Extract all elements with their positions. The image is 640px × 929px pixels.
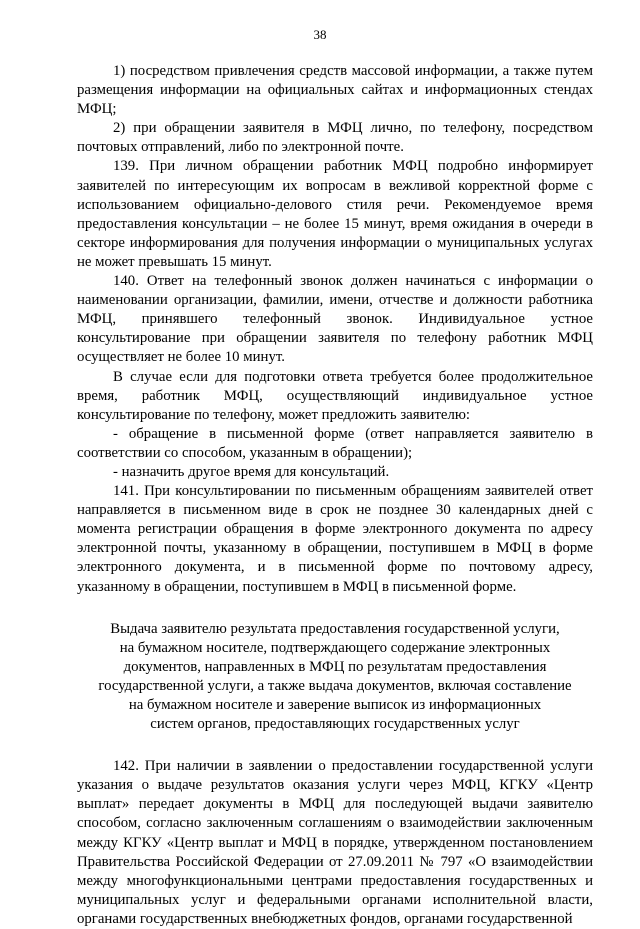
paragraph-item-1-media: 1) посредством привлечения средств массовой информации, а также путем размещения информации на официальных сайтах и информационных стендах МФЦ; — [77, 63, 593, 118]
section-heading — [77, 620, 593, 735]
paragraph-141: 141. При консультировании по письменным обращениям заявителей ответ направляется в письменном виде в срок не позднее 30 календарных дней с момента регистрации обращения в форме электронного документа по адресу электронной почты, указанному в обращении, поступившем в МФЦ в форме электронного документа, и в письменной форме по почтовому адресу, указанному в обращении, поступившем в МФЦ в письменной форме. — [77, 483, 593, 595]
paragraph-139: 139. При личном обращении работник МФЦ подробно информирует заявителей по интересующим их вопросам в вежливой корректной форме с использованием официально-делового стиля речи. Рекомендуемое время предоставления консультации – не более 15 минут, время ожидания в очереди в секторе информирования для получения информации о муниципальных услугах не может превышать 15 минут. — [77, 158, 593, 270]
paragraph-option-reschedule: - назначить другое время для консультаций. — [113, 463, 390, 480]
document-body — [77, 62, 593, 929]
section-heading-line: систем органов, предоставляющих государственных услуг — [150, 716, 520, 733]
section-heading-line: на бумажном носителе и заверение выписок из информационных — [128, 697, 542, 713]
section-heading-line: государственной услуги, а также выдача документов, включая составление — [98, 677, 572, 694]
section-heading-line: Выдача заявителю результата предоставления государственной услуги, — [110, 620, 560, 637]
paragraph-option-written: - обращение в письменной форме (ответ направляется заявителю в соответствии со способом, указанным в обращении); — [77, 425, 593, 461]
paragraph-142: 142. При наличии в заявлении о предоставлении государственной услуги указания о выдаче результатов оказания услуги через МФЦ, КГКУ «Центр выплат» передает документы в МФЦ для последующей выдачи заявителю способом, согласно заключенным соглашениям о взаимодействии заключенным между КГКУ «Центр выплат и МФЦ в порядке, утвержденном постановлением Правительства Российской Федерации от 27.09.2011 № 797 «О взаимодействии между многофункциональными центрами предоставления государственных и муниципальных услуг и федеральными органами исполнительной власти, органами государственных внебюджетных фондов, органами государственной — [77, 758, 593, 927]
section-heading-line: документов, направленных в МФЦ по результатам предоставления — [123, 658, 547, 675]
paragraph-item-2-contact: 2) при обращении заявителя в МФЦ лично, по телефону, посредством почтовых отправлений, либо по электронной почте. — [77, 120, 593, 156]
paragraph-140: 140. Ответ на телефонный звонок должен начинаться с информации о наименовании организации, фамилии, имени, отчестве и должности работника МФЦ, принявшего телефонный звонок. Индивидуальное устное консультирование при обращении заявителя по телефону работник МФЦ осуществляет не более 10 минут. — [77, 273, 593, 366]
section-heading-line: на бумажном носителе, подтверждающего содержание электронных — [119, 639, 551, 656]
page-number: 38 — [313, 27, 327, 42]
paragraph-longer-consultation: В случае если для подготовки ответа требуется более продолжительное время, работник МФЦ, осуществляющий индивидуальное устное консультирование по телефону, может предложить заявителю: — [77, 368, 593, 423]
